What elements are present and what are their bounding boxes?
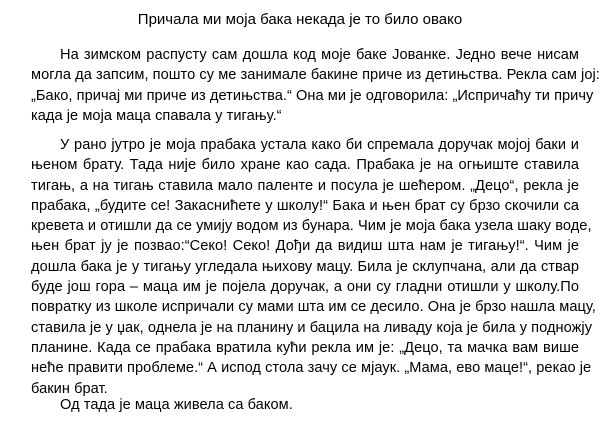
text-line: њеном брату. Тада није било хране као сада. Прабака је на огњиште ставила [31,157,579,174]
document-title: Причала ми моја бака некада је то било овако [137,11,463,28]
text-line: На зимском распусту сам дошла код моје баке Јованке. Једно вече нисам [60,47,579,63]
text-line: када је моја маца спавала у тигању.“ [31,107,282,124]
text-line: могла да запсим, пошто су ме занимале бакине приче из детињства. Рекла сам јој: [31,67,600,84]
text-line: буде још гора – маца им је појела доручак, а они су гладни отишли у школу.По [31,279,579,296]
text-line: њен брат ју је позвао:“Секо! Секо! Дођи да видиш шта нам је тигању!“. Чим је [31,238,579,255]
text-line: неће правити проблеме.“ А испод стола зачу се мјаук. „Мама, ево маце!“, рекао је [31,360,592,377]
text-line: ставила је у џак, однела је на планину и бацила на ливаду која је била у подножју [31,319,593,336]
text-line: кревета и отишли да се умију водом из бунара. Чим је моја бака узела шаку воде, [31,218,592,235]
text-line: Од тада је маца живела са баком. [60,397,293,413]
paragraph-2 [31,135,596,399]
text-line: дошла бака је у тигању угледала њихову мацу. Била је склупчана, али да ствар [31,258,579,275]
text-line: планине. Када се прабака вратила кући рекла им је: „Децо, та мачка вам више [31,339,579,356]
text-line: „Бако, причај ми приче из детињства.“ Она ми је одговорила: „Испричаћу ти причу [31,87,594,104]
paragraph-1 [31,45,600,126]
text-line: тигањ, а на тигањ ставила мало паленте и посула је шећером. „Децо“, рекла је [31,177,579,194]
text-line: повратку из школе испричали су мами шта им се десило. Она је брзо нашла мацу, [31,299,596,316]
text-line: бакин брат. [31,380,108,397]
text-line: У рано јутро је моја прабака устала како би спремала доручак мојој баки и [60,137,579,153]
text-line: прабака, „будите се! Закаснићете у школу!“ Бака и њен брат су брзо скочили са [31,197,579,214]
paragraph-3 [31,395,579,415]
